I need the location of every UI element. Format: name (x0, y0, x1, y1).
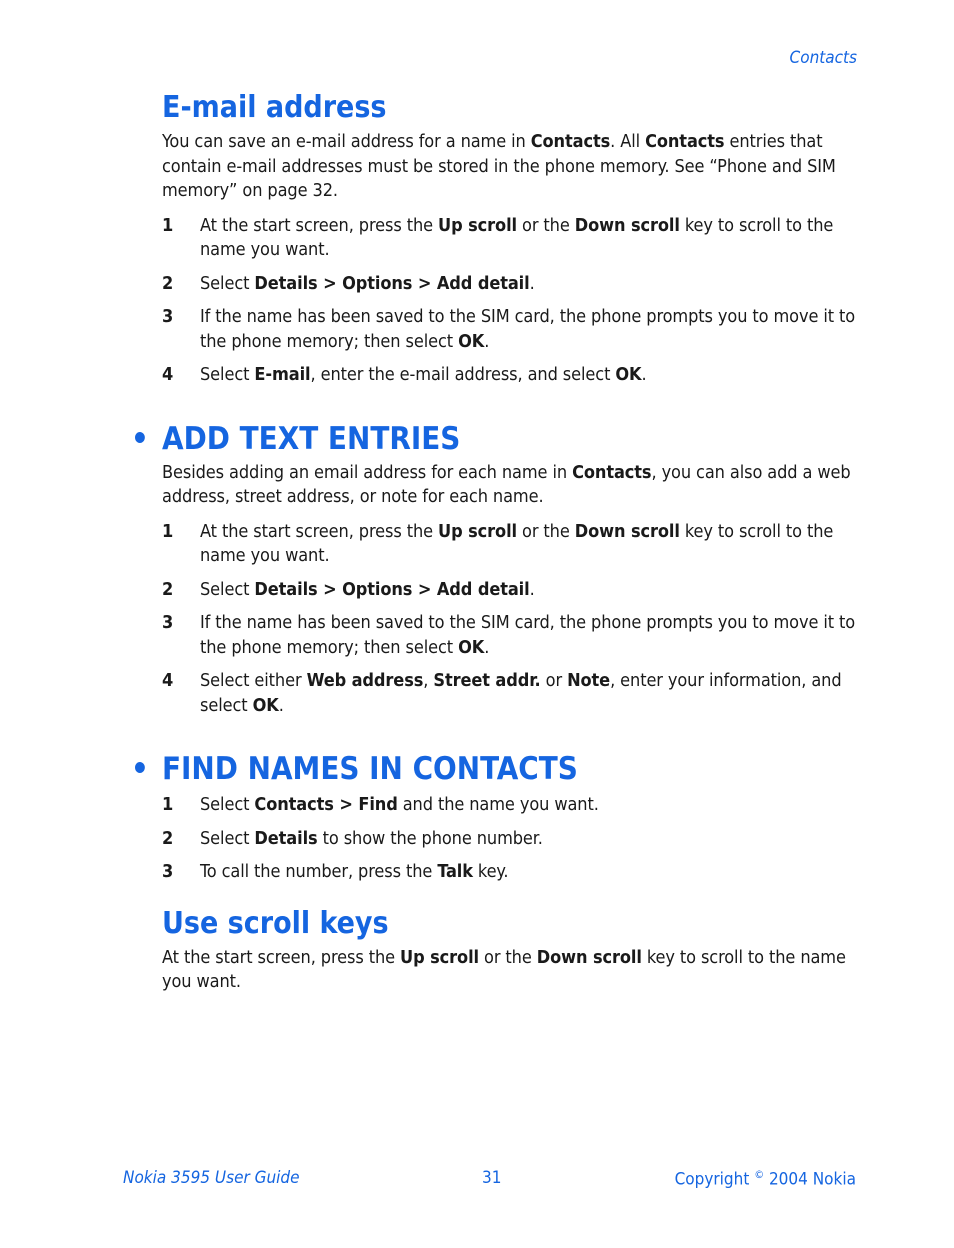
step-number: 3 (162, 306, 174, 327)
step-number: 1 (162, 214, 174, 236)
bold-term: Contacts > Find (254, 794, 398, 815)
bold-term: Web address (306, 670, 424, 691)
bold-term: OK (458, 330, 485, 352)
text-run: , you can also add a web address, street address, or note for each name. (162, 461, 851, 507)
add-text-entries-heading (131, 419, 857, 459)
text-run: At the start screen, press the (162, 946, 401, 968)
bold-term: Contacts (530, 131, 611, 152)
footer-guide-title: Nokia 3595 User Guide (123, 1168, 300, 1188)
text-run: . All (610, 131, 646, 152)
text-run: . (641, 364, 647, 385)
bold-term: OK (252, 694, 279, 716)
add-text-entries-steps (162, 520, 857, 719)
bold-term: Down scroll (574, 214, 680, 236)
text-run: Select (200, 794, 255, 815)
step-item (162, 363, 857, 388)
bold-term: Up scroll (438, 214, 517, 236)
text-run: and the name you want. (397, 794, 599, 815)
step-item (162, 578, 857, 603)
page-content (131, 88, 857, 995)
step-number: 4 (162, 364, 174, 385)
bold-term: Up scroll (400, 946, 479, 968)
text-run: or the (478, 946, 537, 968)
running-head: Contacts (789, 48, 857, 68)
step-number: 3 (162, 612, 174, 633)
text-run: . (484, 330, 490, 352)
bold-term: Talk (437, 861, 473, 882)
text-run: or (540, 670, 568, 691)
bold-term: Contacts (572, 461, 652, 483)
bold-term: OK (615, 364, 642, 385)
text-run: Besides adding an email address for each name in (162, 461, 573, 483)
email-address-section (162, 88, 857, 388)
text-run: , enter your information, and select (200, 670, 842, 716)
email-address-steps (162, 214, 857, 388)
bold-term: Contacts (645, 131, 725, 152)
page-footer (123, 1168, 856, 1192)
bold-term: Details > Options > Add detail (254, 272, 530, 294)
step-item (162, 669, 857, 718)
bold-term: Note (567, 670, 611, 691)
find-names-steps (162, 793, 857, 885)
text-run: . (529, 578, 535, 600)
step-number: 1 (162, 520, 174, 542)
text-run: key to scroll to the name you want. (162, 946, 846, 992)
bold-term: E-mail (254, 364, 311, 385)
text-run: to show the phone number. (317, 827, 543, 849)
bold-term: Down scroll (536, 946, 642, 968)
step-number: 4 (162, 670, 174, 691)
step-item (162, 305, 857, 354)
text-run: If the name has been saved to the SIM card, the phone prompts you to move it to the phone memory; then select (200, 306, 856, 352)
bold-term: Street addr. (433, 670, 541, 691)
bold-term: Down scroll (574, 520, 680, 542)
step-number: 2 (162, 272, 174, 294)
find-names-title: FIND NAMES IN CONTACTS (162, 751, 578, 787)
use-scroll-keys-intro (162, 946, 857, 995)
find-names-section (131, 749, 857, 885)
bold-term: Details > Options > Add detail (254, 578, 530, 600)
text-run: entries that contain e-mail addresses must be stored in the phone memory. See “Phone and SIM memory” on page 32. (162, 131, 836, 201)
text-run: or the (516, 214, 575, 236)
email-address-intro (162, 130, 857, 204)
step-number: 2 (162, 578, 174, 600)
bullet-icon: • (131, 751, 149, 787)
email-address-heading: E-mail address (162, 90, 387, 125)
text-run: Select (200, 827, 255, 849)
step-item (162, 611, 857, 660)
text-run: At the start screen, press the (200, 520, 439, 542)
step-item (162, 827, 857, 852)
step-item (162, 520, 857, 569)
step-number: 2 (162, 827, 174, 849)
text-run: . (484, 636, 490, 658)
text-run: Select (200, 364, 255, 385)
text-run: . (529, 272, 535, 294)
use-scroll-keys-section (162, 904, 857, 995)
text-run: , enter the e-mail address, and select (310, 364, 616, 385)
text-run: You can save an e-mail address for a name in (162, 131, 531, 152)
text-run: If the name has been saved to the SIM card, the phone prompts you to move it to the phone memory; then select (200, 612, 856, 658)
text-run: key to scroll to the name you want. (200, 520, 834, 566)
text-run: or the (516, 520, 575, 542)
text-run: . (278, 694, 284, 716)
step-item (162, 214, 857, 263)
step-number: 3 (162, 861, 174, 882)
text-run: To call the number, press the (200, 861, 438, 882)
copyright-symbol: © (754, 1168, 765, 1181)
step-item (162, 272, 857, 297)
bold-term: Up scroll (438, 520, 517, 542)
add-text-entries-intro (162, 461, 857, 510)
step-item (162, 793, 857, 818)
text-run: key to scroll to the name you want. (200, 214, 834, 260)
step-item (162, 860, 857, 885)
step-number: 1 (162, 794, 174, 815)
bullet-icon: • (131, 420, 149, 457)
text-run: , (423, 670, 434, 691)
find-names-heading (131, 749, 857, 789)
bold-term: OK (458, 636, 485, 658)
bold-term: Details (254, 827, 318, 849)
text-run: key. (472, 861, 509, 882)
add-text-entries-title: ADD TEXT ENTRIES (162, 420, 461, 457)
use-scroll-keys-heading: Use scroll keys (162, 905, 389, 941)
footer-copyright: Copyright © 2004 Nokia (674, 1168, 856, 1190)
text-run: Select either (200, 670, 307, 691)
add-text-entries-section (131, 419, 857, 719)
text-run: Select (200, 272, 255, 294)
footer-page-number: 31 (482, 1168, 502, 1188)
text-run: At the start screen, press the (200, 214, 439, 236)
text-run: Select (200, 578, 255, 600)
